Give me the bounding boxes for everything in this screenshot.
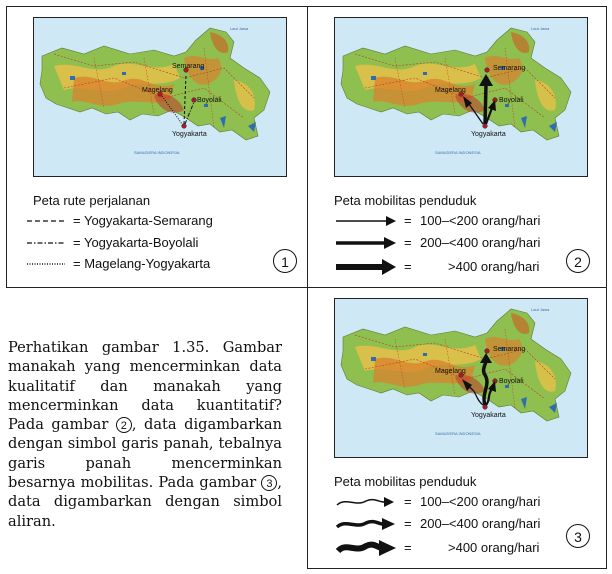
city-label-boyolali: Boyolali <box>197 97 222 104</box>
circle-number-2: 2 <box>116 417 132 433</box>
svg-text:Magelang: Magelang <box>435 368 466 375</box>
figure-number-2: 2 <box>566 249 590 273</box>
figure-number-3: 3 <box>566 524 590 548</box>
svg-text:Boyolali: Boyolali <box>499 97 524 104</box>
svg-text:Boyolali: Boyolali <box>499 378 524 385</box>
city-label-semarang: Semarang <box>172 63 205 70</box>
route-map <box>33 17 287 177</box>
city-label-magelang: Magelang <box>142 87 173 94</box>
svg-text:Semarang: Semarang <box>493 346 526 353</box>
panel-title: Peta mobilitas penduduk <box>334 193 477 208</box>
body-paragraph: Perhatikan gambar 1.35. Gambar manakah yang mencerminkan data kualitatif dan manakah yang mencerminkan data kuantitatif? Pada gambar 2 , data digambarkan dengan simbol garis panah, tebalnya garis panah mencerminkan besarnya mobilitas. Pada gambar 3 , data digambarkan dengan simbol aliran. <box>8 339 283 530</box>
city-label-yogyakarta: Yogyakarta <box>172 131 207 138</box>
svg-text:Semarang: Semarang <box>493 65 526 72</box>
circle-number-3: 3 <box>261 475 277 491</box>
figure-panel-2: Semarang Magelang Boyolali Yogyakarta Peta mobilitas penduduk = 100–<200 orang/hari = 200–<400 orang/hari = >400 orang/hari 2 <box>307 6 607 288</box>
svg-text:Magelang: Magelang <box>435 87 466 94</box>
figure-panel-1: Semarang Magelang Boyolali Yogyakarta Peta rute perjalanan = Yogyakarta-Semarang = Yogyakarta-Boyolali = Magelang-Yogyakarta 1 <box>6 6 308 288</box>
figure-number-1: 1 <box>273 249 297 273</box>
svg-text:Yogyakarta: Yogyakarta <box>471 412 506 419</box>
mobility-flow-map <box>334 298 588 458</box>
figure-panel-3: Semarang Magelang Boyolali Yogyakarta Peta mobilitas penduduk = 100–<200 orang/hari = 200–<400 orang/hari = >400 orang/hari 3 <box>307 287 607 569</box>
svg-text:Yogyakarta: Yogyakarta <box>471 131 506 138</box>
panel-title: Peta mobilitas penduduk <box>334 474 477 489</box>
mobility-arrow-map <box>334 17 588 177</box>
panel-title: Peta rute perjalanan <box>33 193 151 208</box>
